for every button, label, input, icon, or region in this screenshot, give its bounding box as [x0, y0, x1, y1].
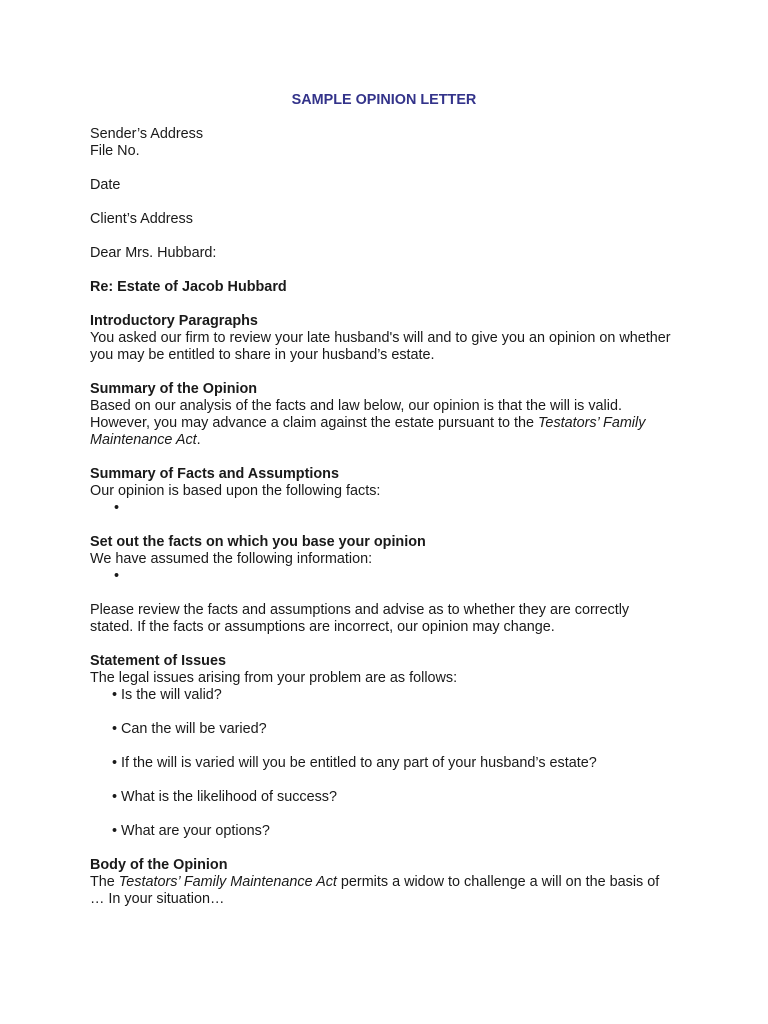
set-out-line-1: We have assumed the following information:	[90, 551, 373, 567]
issue-item: • What are your options?	[112, 823, 270, 839]
body-line-1	[90, 874, 690, 891]
intro-line-1: You asked our firm to review your late husband's will and to give you an opinion on whether	[90, 330, 671, 346]
body-heading: Body of the Opinion	[90, 857, 228, 873]
intro-line-2: you may be entitled to share in your husband’s estate.	[90, 347, 435, 363]
issue-item: • If the will is varied will you be entitled to any part of your husband’s estate?	[112, 755, 597, 771]
summary-facts-line-1: Our opinion is based upon the following facts:	[90, 483, 381, 499]
assumptions-bullet: •	[114, 568, 120, 584]
body-line-2: … In your situation…	[90, 891, 225, 907]
summary-opinion-line-2-text: However, you may advance a claim against the estate pursuant to the	[90, 415, 538, 431]
clients-address: Client’s Address	[90, 211, 193, 227]
senders-address: Sender’s Address	[90, 126, 204, 142]
body-line-1-suffix: permits a widow to challenge a will on the basis of	[336, 874, 660, 890]
letter-body	[90, 126, 690, 908]
set-out-heading: Set out the facts on which you base your opinion	[90, 534, 426, 550]
summary-opinion-line-3-suffix: .	[196, 432, 201, 448]
date-line: Date	[90, 177, 121, 193]
re-line: Re: Estate of Jacob Hubbard	[90, 279, 287, 295]
summary-opinion-line-3	[90, 432, 690, 449]
intro-heading: Introductory Paragraphs	[90, 313, 258, 329]
act-name: Testators’ Family Maintenance Act	[118, 874, 337, 890]
issue-item: • What is the likelihood of success?	[112, 789, 338, 805]
page-title: SAMPLE OPINION LETTER	[291, 92, 477, 108]
facts-bullet: •	[114, 500, 120, 516]
summary-opinion-heading: Summary of the Opinion	[90, 381, 258, 397]
summary-facts-heading: Summary of Facts and Assumptions	[90, 466, 339, 482]
issue-item: • Can the will be varied?	[112, 721, 267, 737]
file-number: File No.	[90, 143, 140, 159]
body-line-1-prefix: The	[90, 874, 119, 890]
summary-opinion-line-2	[90, 415, 690, 432]
review-line-2: stated. If the facts or assumptions are incorrect, our opinion may change.	[90, 619, 555, 635]
issues-heading: Statement of Issues	[90, 653, 226, 669]
review-line-1: Please review the facts and assumptions and advise as to whether they are correctly	[90, 602, 630, 618]
act-name-part-2: Maintenance Act	[90, 432, 197, 448]
summary-opinion-line-1: Based on our analysis of the facts and law below, our opinion is that the will is valid.	[90, 398, 622, 414]
act-name-part-1: Testators’ Family	[537, 415, 646, 431]
salutation: Dear Mrs. Hubbard:	[90, 245, 217, 261]
issue-item: • Is the will valid?	[112, 687, 222, 703]
issues-intro: The legal issues arising from your problem are as follows:	[90, 670, 458, 686]
